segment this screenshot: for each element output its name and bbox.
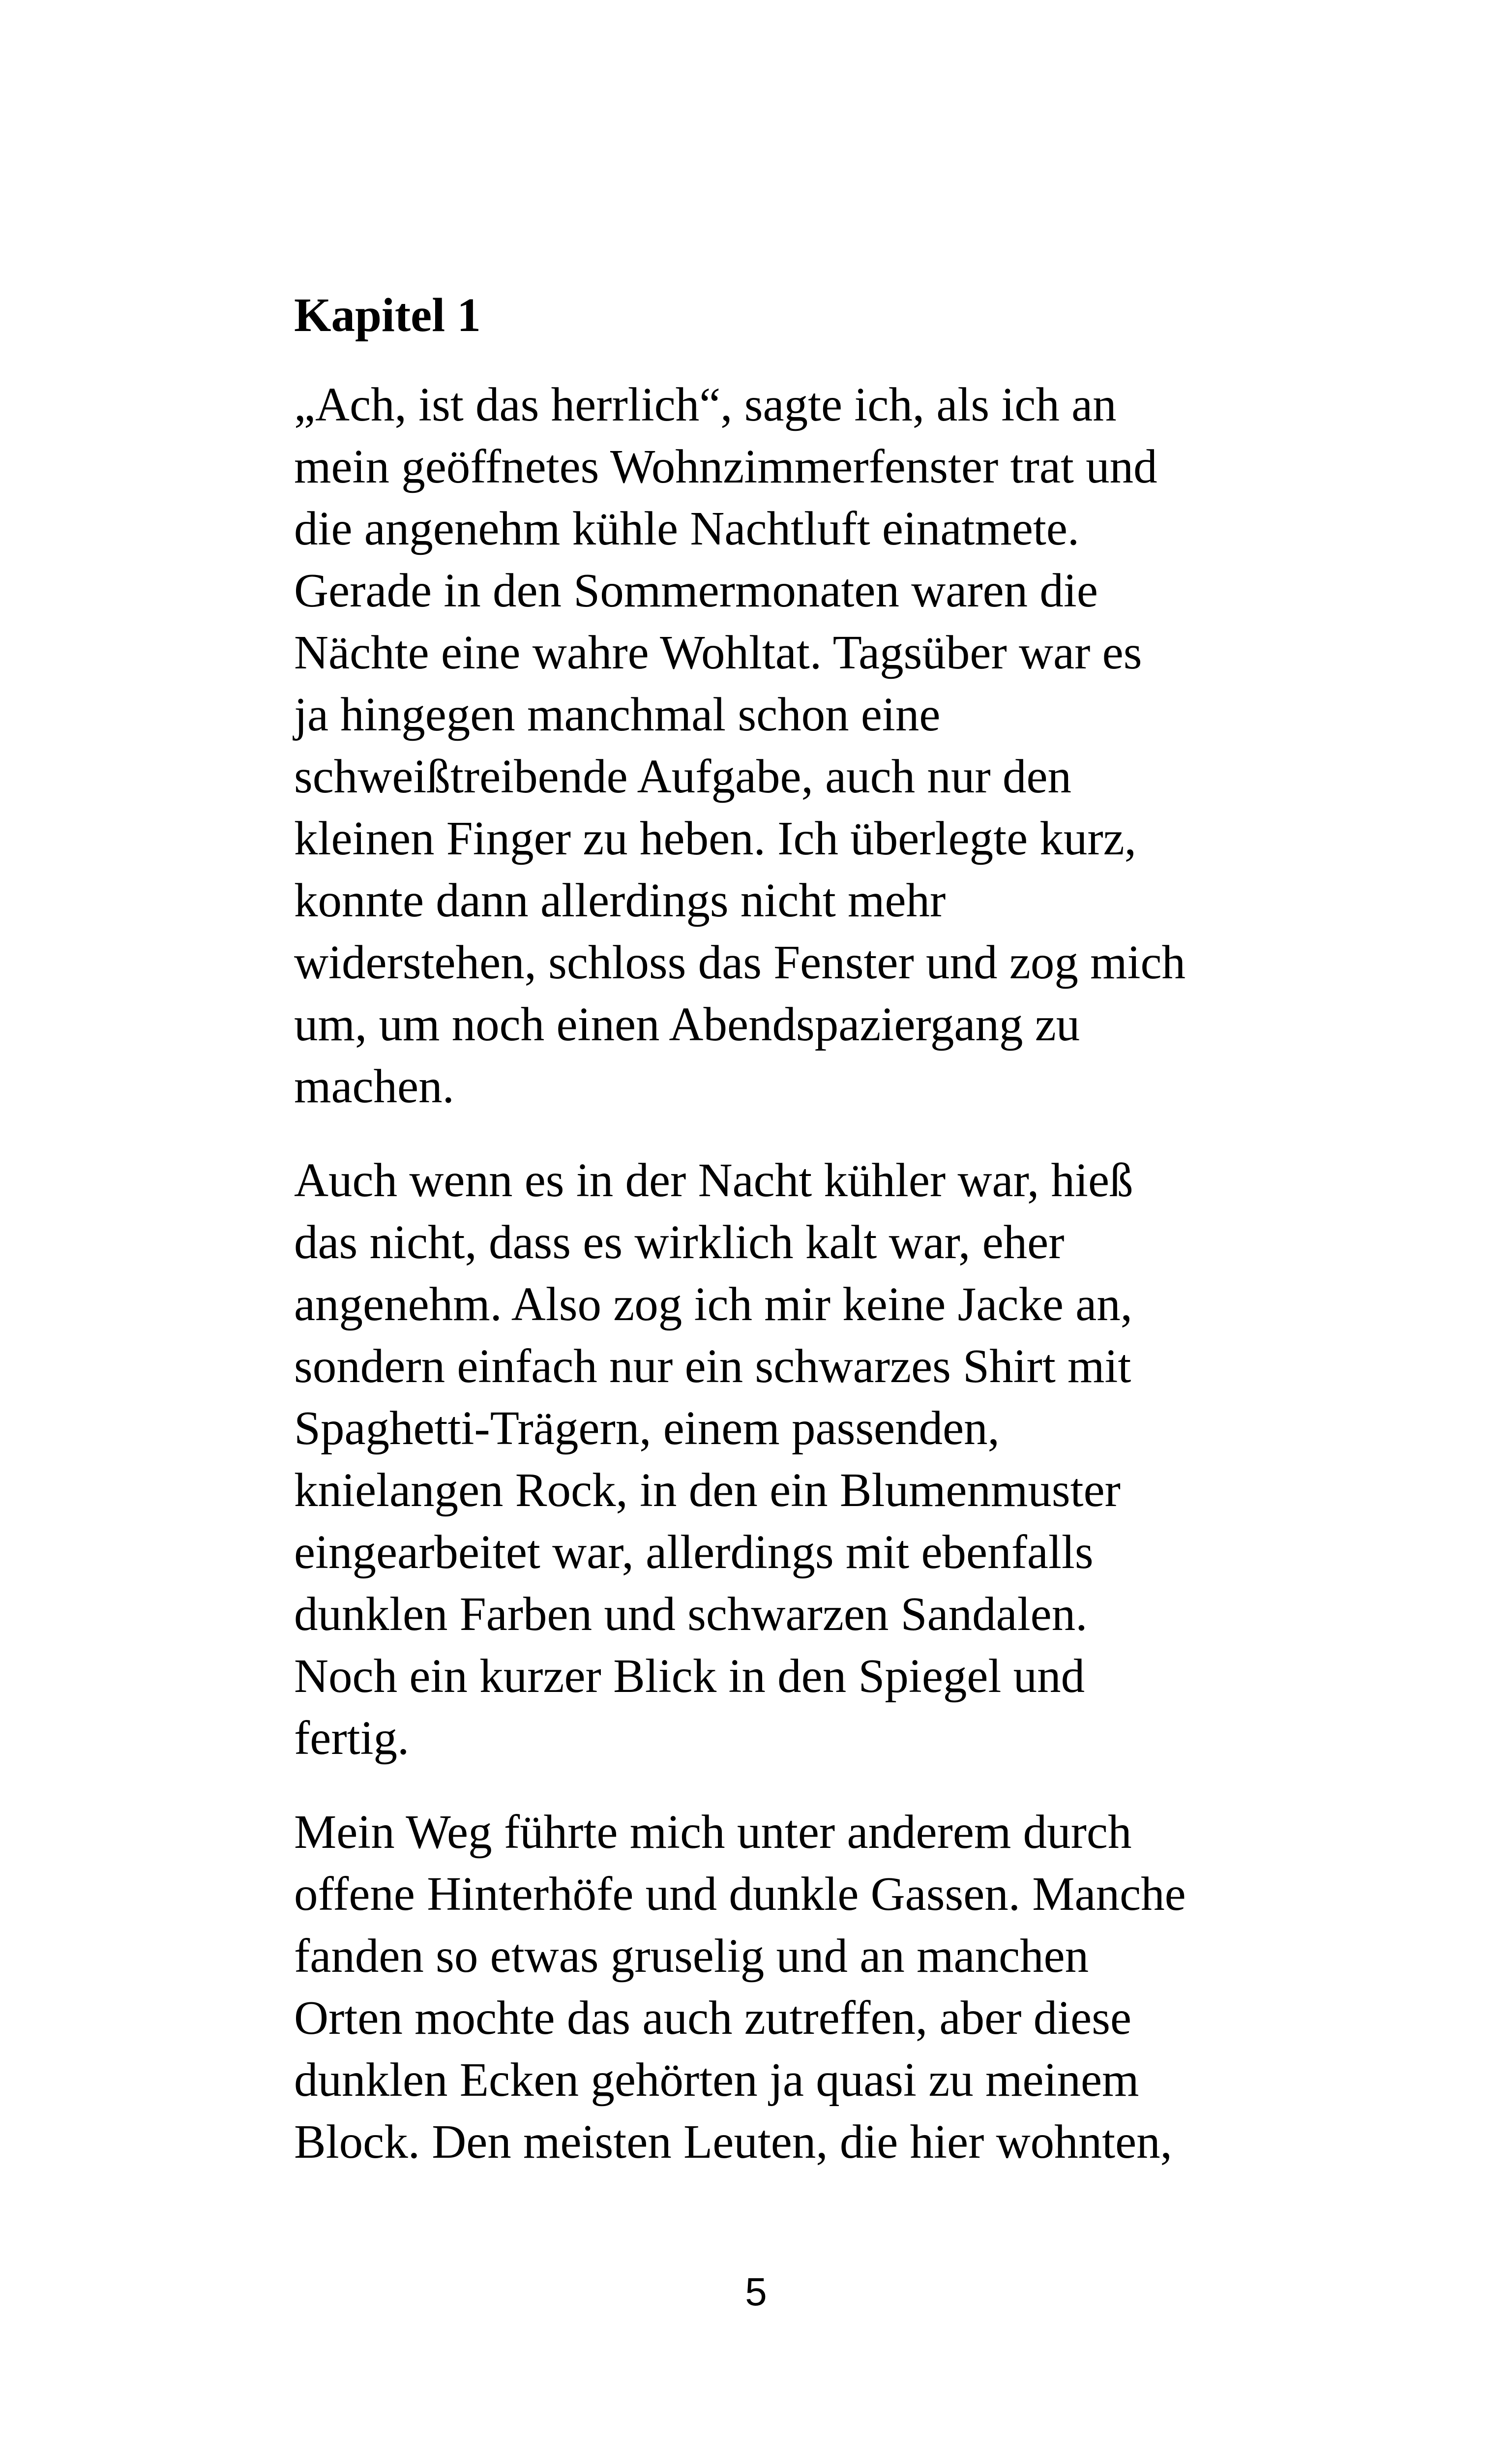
text-line: sondern einfach nur ein schwarzes Shirt mit: [294, 1340, 1131, 1392]
text-line: dunklen Ecken gehörten ja quasi zu meinem: [294, 2053, 1139, 2106]
text-line: die angenehm kühle Nachtluft einatmete.: [294, 502, 1080, 555]
text-line: konnte dann allerdings nicht mehr: [294, 874, 946, 927]
paragraph-1: [294, 374, 1253, 1117]
text-line: fanden so etwas gruselig und an manchen: [294, 1930, 1089, 1982]
text-line: Spaghetti-Trägern, einem passenden,: [294, 1402, 1000, 1454]
text-line: Noch ein kurzer Blick in den Spiegel und: [294, 1650, 1085, 1702]
text-line: kleinen Finger zu heben. Ich überlegte kurz,: [294, 812, 1136, 865]
text-line: Gerade in den Sommermonaten waren die: [294, 564, 1098, 617]
paragraph-3: [294, 1801, 1253, 2173]
text-line: eingearbeitet war, allerdings mit ebenfalls: [294, 1526, 1094, 1578]
text-line: schweißtreibende Aufgabe, auch nur den: [294, 750, 1072, 803]
text-line: um, um noch einen Abendspaziergang zu: [294, 998, 1080, 1051]
text-line: offene Hinterhöfe und dunkle Gassen. Manche: [294, 1868, 1186, 1920]
text-line: Nächte eine wahre Wohltat. Tagsüber war es: [294, 626, 1142, 679]
text-line: ja hingegen manchmal schon eine: [294, 688, 941, 741]
text-line: fertig.: [294, 1712, 410, 1764]
text-line: Mein Weg führte mich unter anderem durch: [294, 1806, 1132, 1858]
text-line: angenehm. Also zog ich mir keine Jacke an,: [294, 1278, 1133, 1330]
text-line: machen.: [294, 1060, 454, 1113]
page-content: [294, 284, 1253, 2205]
paragraph-2: [294, 1149, 1253, 1769]
text-line: widerstehen, schloss das Fenster und zog mich: [294, 936, 1186, 989]
text-line: knielangen Rock, in den ein Blumenmuster: [294, 1464, 1121, 1516]
page-number: 5: [745, 2270, 767, 2314]
text-line: Orten mochte das auch zutreffen, aber diese: [294, 1991, 1131, 2044]
text-line: „Ach, ist das herrlich“, sagte ich, als ich an: [294, 378, 1117, 431]
text-line: Block. Den meisten Leuten, die hier wohnten,: [294, 2115, 1172, 2168]
chapter-title: Kapitel 1: [294, 289, 481, 341]
text-line: das nicht, dass es wirklich kalt war, eher: [294, 1216, 1065, 1268]
text-line: mein geöffnetes Wohnzimmerfenster trat und: [294, 440, 1157, 493]
text-line: Auch wenn es in der Nacht kühler war, hieß: [294, 1154, 1133, 1206]
text-line: dunklen Farben und schwarzen Sandalen.: [294, 1588, 1088, 1640]
